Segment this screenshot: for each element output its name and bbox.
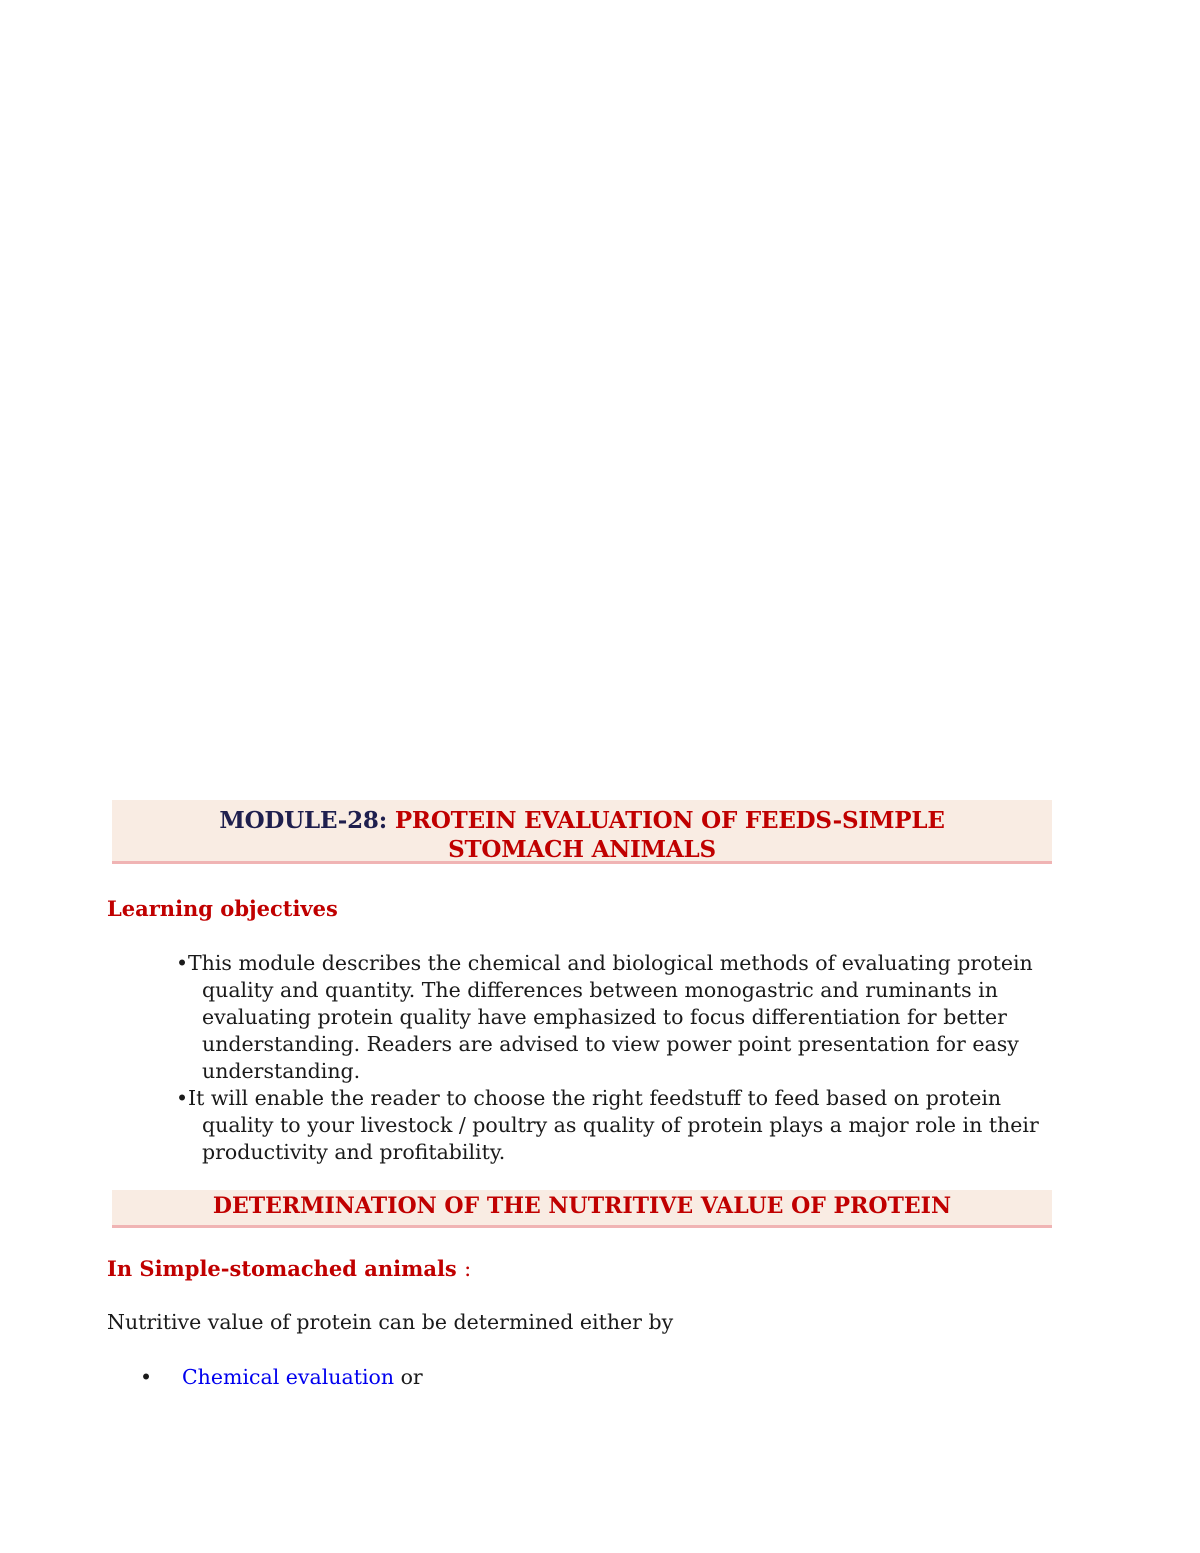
learning-objectives-heading: Learning objectives (107, 896, 338, 921)
module-title-text: PROTEIN EVALUATION OF FEEDS-SIMPLE (394, 807, 945, 834)
simple-stomached-heading (107, 1256, 471, 1281)
subheading-text: In Simple-stomached animals (107, 1256, 457, 1281)
module-title-line-1 (112, 806, 1052, 835)
objective-item (163, 1085, 1063, 1166)
subheading-colon: : (464, 1257, 472, 1281)
bullet-icon: • (140, 1365, 153, 1389)
chemical-evaluation-link[interactable]: Chemical evaluation (182, 1365, 395, 1389)
objective-text: It will enable the reader to choose the right feedstuff to feed based on protein quality to your livestock / poultry as quality of protein plays a major role in their productivity and profitability. (188, 1086, 1039, 1164)
methods-list (140, 1364, 423, 1391)
bullet-icon: • (176, 951, 189, 975)
section-title-box (112, 1190, 1052, 1228)
module-title-box (112, 800, 1052, 864)
module-title-line-2: STOMACH ANIMALS (448, 836, 716, 863)
method-item (140, 1364, 423, 1391)
objective-text: This module describes the chemical and biological methods of evaluating protein quality and quantity. The differences between monogastric and ruminants in evaluating protein quality have emphasized to focus differentiation for better understanding. Readers are advised to view power point presentation for easy understanding. (188, 951, 1033, 1083)
method-suffix: or (394, 1365, 423, 1389)
objectives-list (163, 950, 1063, 1166)
bullet-icon: • (176, 1086, 189, 1110)
section-title: DETERMINATION OF THE NUTRITIVE VALUE OF PROTEIN (212, 1193, 952, 1219)
intro-paragraph: Nutritive value of protein can be determined either by (107, 1310, 674, 1334)
module-number: MODULE-28: (219, 807, 387, 834)
objective-item (163, 950, 1063, 1085)
